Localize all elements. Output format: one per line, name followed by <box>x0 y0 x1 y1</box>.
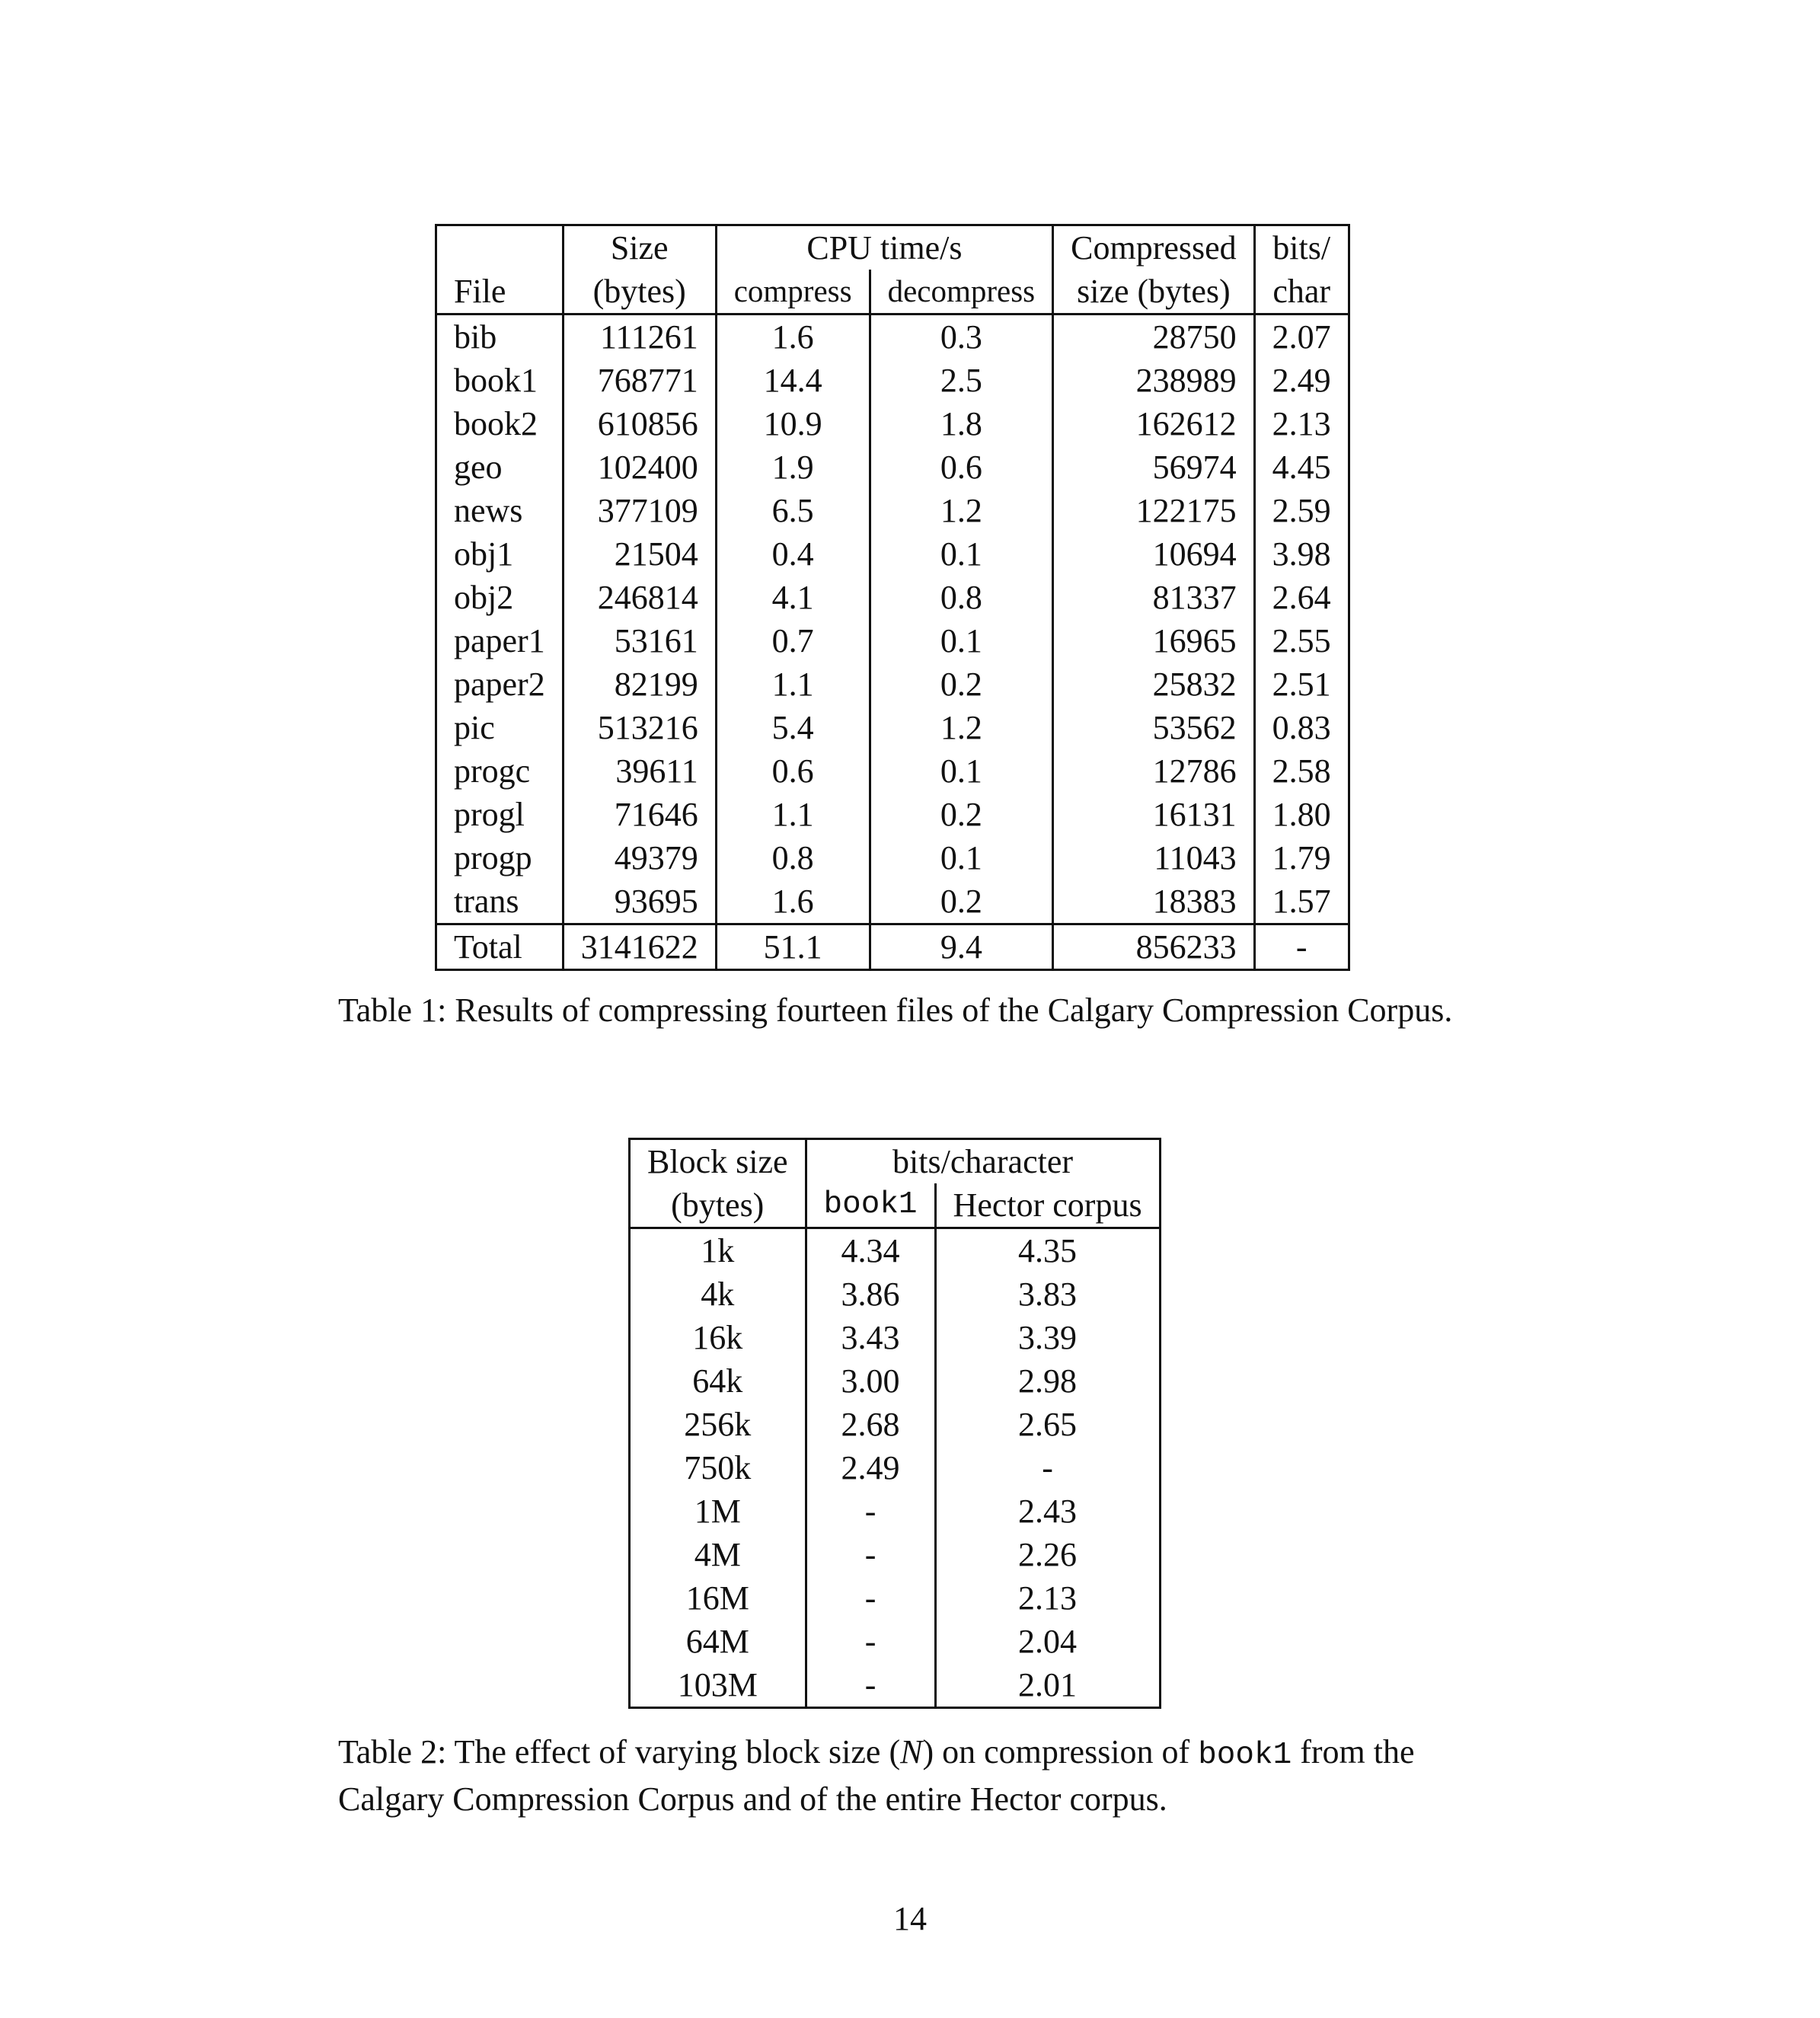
compress-time-cell: 6.5 <box>716 489 870 532</box>
table1-caption: Table 1: Results of compressing fourteen files of the Calgary Compression Corpus. <box>338 991 1453 1029</box>
table-row <box>436 880 1349 924</box>
decompress-time-cell: 0.8 <box>870 576 1053 619</box>
hector-header: Hector corpus <box>935 1183 1160 1228</box>
table-row <box>630 1228 1161 1273</box>
decompress-time-cell: 0.2 <box>870 793 1053 836</box>
decompress-time-cell: 0.1 <box>870 836 1053 880</box>
block-size-cell: 16M <box>685 1579 749 1617</box>
book1-bits-cell: 4.34 <box>806 1228 935 1273</box>
size-cell: 246814 <box>563 576 716 619</box>
calgary-results-table <box>435 224 1350 971</box>
book1-bits-cell: - <box>806 1620 935 1663</box>
compress-time-cell: 0.6 <box>716 749 870 793</box>
block-size-cell: 1k <box>630 1228 806 1273</box>
size-cell: 3141622 <box>563 924 716 970</box>
block-size-unit-header: (bytes) <box>671 1186 765 1224</box>
size-cell: 111261 <box>563 315 716 359</box>
size-cell: 93695 <box>563 880 716 924</box>
hector-bits-cell: 2.65 <box>935 1403 1160 1446</box>
file-cell: obj1 <box>454 535 514 573</box>
bits-per-char-cell: - <box>1254 924 1349 970</box>
cpu-time-header: CPU time/s <box>716 225 1052 270</box>
bits-unit-header: char <box>1254 270 1349 315</box>
table-row <box>436 619 1349 663</box>
book1-bits-cell: 2.49 <box>806 1446 935 1490</box>
size-cell: 71646 <box>563 793 716 836</box>
table-row <box>630 1446 1161 1490</box>
page-number: 14 <box>893 1900 927 1937</box>
decompress-time-cell: 1.8 <box>870 402 1053 445</box>
hector-bits-cell: 3.39 <box>935 1316 1160 1359</box>
caption-text: Table 2: The effect of varying block size ( <box>338 1733 901 1771</box>
file-cell: progp <box>454 839 532 876</box>
table-row <box>436 445 1349 489</box>
file-cell: news <box>454 492 523 529</box>
table-row <box>436 749 1349 793</box>
table-row <box>630 1403 1161 1446</box>
file-cell: Total <box>436 924 564 970</box>
block-size-header: Block size <box>647 1143 788 1180</box>
compress-time-cell: 1.9 <box>716 445 870 489</box>
compressed-size-cell: 11043 <box>1053 836 1255 880</box>
book1-bits-cell: - <box>806 1576 935 1620</box>
size-cell: 610856 <box>563 402 716 445</box>
file-cell: book2 <box>454 405 538 442</box>
bits-per-char-cell: 2.07 <box>1254 315 1349 359</box>
table-row <box>436 576 1349 619</box>
table-header-row <box>436 225 1349 270</box>
compress-time-cell: 0.8 <box>716 836 870 880</box>
compress-time-cell: 5.4 <box>716 706 870 749</box>
bits-per-char-cell: 2.58 <box>1254 749 1349 793</box>
file-cell: book1 <box>454 362 538 399</box>
file-header-blank <box>436 225 564 270</box>
compress-time-cell: 14.4 <box>716 359 870 402</box>
compress-header: compress <box>716 270 870 315</box>
file-cell: paper2 <box>454 666 545 703</box>
size-cell: 39611 <box>563 749 716 793</box>
compressed-size-cell: 16131 <box>1053 793 1255 836</box>
compressed-size-cell: 28750 <box>1053 315 1255 359</box>
size-cell: 21504 <box>563 532 716 576</box>
bits-per-char-cell: 2.49 <box>1254 359 1349 402</box>
book1-bits-cell: 3.00 <box>806 1359 935 1403</box>
book1-bits-cell: - <box>806 1533 935 1576</box>
table-row <box>630 1359 1161 1403</box>
table-row <box>436 315 1349 359</box>
hector-bits-cell: 2.43 <box>935 1490 1160 1533</box>
compress-time-cell: 10.9 <box>716 402 870 445</box>
decompress-time-cell: 1.2 <box>870 489 1053 532</box>
compress-time-cell: 0.7 <box>716 619 870 663</box>
compressed-size-cell: 12786 <box>1053 749 1255 793</box>
decompress-time-cell: 0.6 <box>870 445 1053 489</box>
bits-per-char-cell: 2.55 <box>1254 619 1349 663</box>
block-size-table <box>628 1138 1161 1709</box>
decompress-time-cell: 0.1 <box>870 532 1053 576</box>
decompress-time-cell: 9.4 <box>870 924 1053 970</box>
book1-header: book1 <box>806 1183 935 1228</box>
compressed-size-cell: 162612 <box>1053 402 1255 445</box>
block-size-cell: 1M <box>694 1493 741 1530</box>
bits-per-char-cell: 2.64 <box>1254 576 1349 619</box>
compressed-header: Compressed <box>1053 225 1255 270</box>
bits-per-char-cell: 2.59 <box>1254 489 1349 532</box>
table-header-row <box>436 270 1349 315</box>
file-cell: pic <box>454 709 495 746</box>
bits-per-char-cell: 0.83 <box>1254 706 1349 749</box>
decompress-time-cell: 0.3 <box>870 315 1053 359</box>
bits-character-header: bits/character <box>806 1139 1160 1184</box>
compressed-size-cell: 18383 <box>1053 880 1255 924</box>
decompress-time-cell: 0.2 <box>870 663 1053 706</box>
table-row <box>436 706 1349 749</box>
hector-bits-cell: 2.13 <box>935 1576 1160 1620</box>
book1-bits-cell: - <box>806 1490 935 1533</box>
compressed-size-cell: 122175 <box>1053 489 1255 532</box>
block-size-cell: 256k <box>684 1406 752 1443</box>
compressed-size-cell: 56974 <box>1053 445 1255 489</box>
size-cell: 377109 <box>563 489 716 532</box>
bits-per-char-cell: 3.98 <box>1254 532 1349 576</box>
decompress-time-cell: 2.5 <box>870 359 1053 402</box>
block-size-cell: 16k <box>692 1319 743 1356</box>
book1-bits-cell: 3.86 <box>806 1272 935 1316</box>
size-cell: 53161 <box>563 619 716 663</box>
caption-text: ) on compression of <box>922 1733 1199 1771</box>
block-size-cell: 750k <box>684 1449 752 1486</box>
book1-bits-cell: 3.43 <box>806 1316 935 1359</box>
compress-time-cell: 0.4 <box>716 532 870 576</box>
bits-per-char-cell: 1.79 <box>1254 836 1349 880</box>
decompress-header: decompress <box>870 270 1053 315</box>
hector-bits-cell: 4.35 <box>935 1228 1160 1273</box>
bits-per-char-cell: 4.45 <box>1254 445 1349 489</box>
block-size-cell: 64k <box>692 1362 743 1400</box>
block-size-cell: 4M <box>694 1536 741 1573</box>
compressed-unit-header: size (bytes) <box>1053 270 1255 315</box>
table-header-row <box>630 1139 1161 1184</box>
file-cell: obj2 <box>454 579 514 616</box>
book1-bits-cell: 2.68 <box>806 1403 935 1446</box>
compress-time-cell: 1.6 <box>716 880 870 924</box>
table-row <box>436 836 1349 880</box>
compressed-size-cell: 25832 <box>1053 663 1255 706</box>
decompress-time-cell: 0.2 <box>870 880 1053 924</box>
compressed-size-cell: 856233 <box>1053 924 1255 970</box>
size-cell: 49379 <box>563 836 716 880</box>
table2-caption <box>338 1730 1496 1821</box>
decompress-time-cell: 0.1 <box>870 749 1053 793</box>
size-header: Size <box>563 225 716 270</box>
caption-code: book1 <box>1198 1738 1292 1773</box>
file-cell: bib <box>436 315 564 359</box>
size-cell: 102400 <box>563 445 716 489</box>
compress-time-cell: 4.1 <box>716 576 870 619</box>
table-row <box>630 1316 1161 1359</box>
block-size-cell: 4k <box>701 1276 735 1313</box>
table-row <box>630 1620 1161 1663</box>
file-cell: paper1 <box>454 622 545 659</box>
file-header: File <box>454 273 506 310</box>
hector-bits-cell: 2.98 <box>935 1359 1160 1403</box>
table-row <box>436 663 1349 706</box>
hector-bits-cell: - <box>935 1446 1160 1490</box>
bits-per-char-cell: 1.80 <box>1254 793 1349 836</box>
bits-header: bits/ <box>1254 225 1349 270</box>
compressed-size-cell: 53562 <box>1053 706 1255 749</box>
compressed-size-cell: 81337 <box>1053 576 1255 619</box>
block-size-cell: 103M <box>677 1666 758 1703</box>
file-cell: trans <box>454 883 519 920</box>
compress-time-cell: 1.1 <box>716 663 870 706</box>
total-row <box>436 924 1349 970</box>
table-row <box>630 1490 1161 1533</box>
hector-bits-cell: 3.83 <box>935 1272 1160 1316</box>
table-row <box>630 1663 1161 1708</box>
hector-bits-cell: 2.26 <box>935 1533 1160 1576</box>
table-row <box>436 532 1349 576</box>
size-unit-header: (bytes) <box>563 270 716 315</box>
table-header-row <box>630 1183 1161 1228</box>
bits-per-char-cell: 2.13 <box>1254 402 1349 445</box>
compressed-size-cell: 10694 <box>1053 532 1255 576</box>
size-cell: 768771 <box>563 359 716 402</box>
decompress-time-cell: 1.2 <box>870 706 1053 749</box>
file-cell: progl <box>454 796 525 833</box>
compress-time-cell: 1.1 <box>716 793 870 836</box>
table-row <box>436 489 1349 532</box>
table-row <box>630 1272 1161 1316</box>
bits-per-char-cell: 2.51 <box>1254 663 1349 706</box>
file-cell: progc <box>454 752 531 790</box>
table-row <box>436 793 1349 836</box>
caption-text: from the Calgary Compression Corpus and of the entire Hector corpus. <box>338 1733 1415 1818</box>
size-cell: 513216 <box>563 706 716 749</box>
table-row <box>630 1533 1161 1576</box>
table-row <box>436 359 1349 402</box>
hector-bits-cell: 2.01 <box>935 1663 1160 1708</box>
book1-bits-cell: - <box>806 1663 935 1708</box>
compress-time-cell: 1.6 <box>716 315 870 359</box>
table-row <box>630 1576 1161 1620</box>
file-cell: geo <box>454 449 503 486</box>
block-size-cell: 64M <box>685 1623 749 1660</box>
bits-per-char-cell: 1.57 <box>1254 880 1349 924</box>
decompress-time-cell: 0.1 <box>870 619 1053 663</box>
caption-variable: N <box>900 1733 923 1771</box>
table-row <box>436 402 1349 445</box>
size-cell: 82199 <box>563 663 716 706</box>
compressed-size-cell: 16965 <box>1053 619 1255 663</box>
compress-time-cell: 51.1 <box>716 924 870 970</box>
hector-bits-cell: 2.04 <box>935 1620 1160 1663</box>
compressed-size-cell: 238989 <box>1053 359 1255 402</box>
